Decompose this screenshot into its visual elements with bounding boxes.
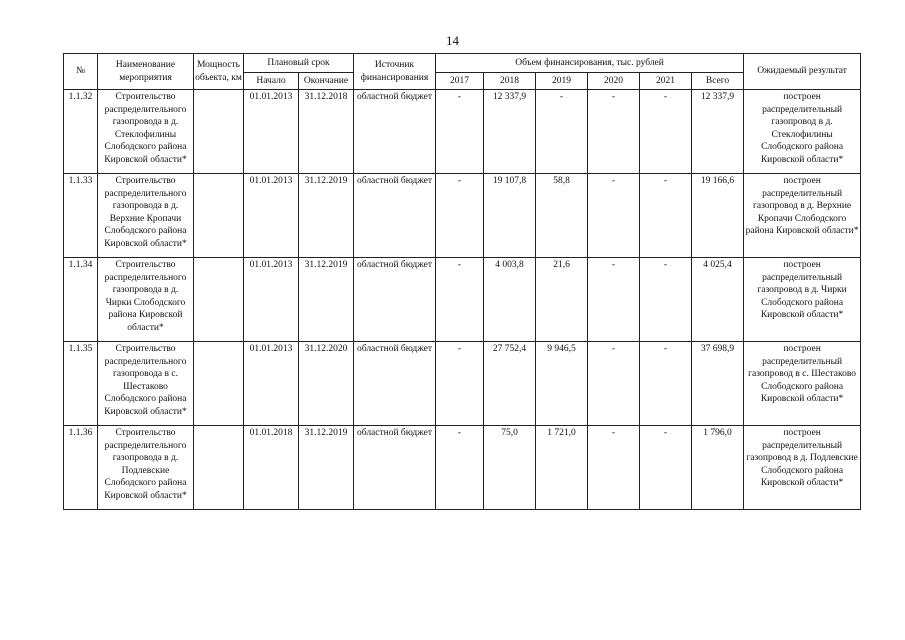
row-result: построен распределительный газопровод в д. Подлевские Слободского района Кировской области* <box>744 426 861 510</box>
table-row <box>64 258 861 342</box>
row-result: построен распределительный газопровод в д. Верхние Кропачи Слободского района Кировской области* <box>744 174 861 258</box>
row-value-2021: - <box>640 426 692 510</box>
row-value-2017: - <box>436 90 484 174</box>
header-year-2017: 2017 <box>436 73 484 90</box>
row-capacity <box>194 426 244 510</box>
row-capacity <box>194 90 244 174</box>
row-source: областной бюджет <box>354 342 436 426</box>
row-start: 01.01.2013 <box>244 258 299 342</box>
row-capacity <box>194 174 244 258</box>
row-value-2018: 12 337,9 <box>484 90 536 174</box>
header-term: Плановый срок <box>244 54 354 73</box>
row-source: областной бюджет <box>354 174 436 258</box>
row-num: 1.1.36 <box>64 426 98 510</box>
row-value-2018: 4 003,8 <box>484 258 536 342</box>
row-result: построен распределительный газопровод в с. Шестаково Слободского района Кировской области* <box>744 342 861 426</box>
row-value-2020: - <box>588 258 640 342</box>
table-row <box>64 90 861 174</box>
row-total: 4 025,4 <box>692 258 744 342</box>
table-row <box>64 174 861 258</box>
row-capacity <box>194 258 244 342</box>
row-value-2020: - <box>588 342 640 426</box>
header-year-2019: 2019 <box>536 73 588 90</box>
row-value-2019: 1 721,0 <box>536 426 588 510</box>
header-result: Ожидаемый результат <box>744 54 861 90</box>
row-value-2017: - <box>436 426 484 510</box>
header-name: Наименование мероприятия <box>98 54 194 90</box>
row-total: 37 698,9 <box>692 342 744 426</box>
row-value-2019: 9 946,5 <box>536 342 588 426</box>
row-result: построен распределительный газопровод в д. Чирки Слободского района Кировской области* <box>744 258 861 342</box>
header-total: Всего <box>692 73 744 90</box>
header-num: № <box>64 54 98 90</box>
row-num: 1.1.34 <box>64 258 98 342</box>
row-value-2019: 58,8 <box>536 174 588 258</box>
row-end: 31.12.2019 <box>299 426 354 510</box>
row-start: 01.01.2013 <box>244 90 299 174</box>
row-start: 01.01.2018 <box>244 426 299 510</box>
row-value-2021: - <box>640 90 692 174</box>
row-source: областной бюджет <box>354 90 436 174</box>
row-end: 31.12.2020 <box>299 342 354 426</box>
row-num: 1.1.35 <box>64 342 98 426</box>
row-value-2021: - <box>640 342 692 426</box>
row-start: 01.01.2013 <box>244 342 299 426</box>
header-term-end: Окончание <box>299 73 354 90</box>
table-row <box>64 342 861 426</box>
row-value-2017: - <box>436 342 484 426</box>
funding-table <box>63 53 861 510</box>
row-value-2017: - <box>436 258 484 342</box>
row-value-2020: - <box>588 174 640 258</box>
row-value-2018: 75,0 <box>484 426 536 510</box>
row-name: Строительство распределительного газопровода в д. Чирки Слободского района Кировской области* <box>98 258 194 342</box>
header-capacity: Мощность объекта, км <box>194 54 244 90</box>
header-source: Источник финансирования <box>354 54 436 90</box>
row-name: Строительство распределительного газопровода в д. Стеклофилины Слободского района Кировской области* <box>98 90 194 174</box>
row-source: областной бюджет <box>354 258 436 342</box>
row-num: 1.1.32 <box>64 90 98 174</box>
row-value-2021: - <box>640 174 692 258</box>
row-end: 31.12.2018 <box>299 90 354 174</box>
row-value-2017: - <box>436 174 484 258</box>
header-year-2018: 2018 <box>484 73 536 90</box>
row-num: 1.1.33 <box>64 174 98 258</box>
header-funding: Объем финансирования, тыс. рублей <box>436 54 744 73</box>
row-value-2018: 27 752,4 <box>484 342 536 426</box>
header-term-start: Начало <box>244 73 299 90</box>
row-result: построен распределительный газопровод в д. Стеклофилины Слободского района Кировской области* <box>744 90 861 174</box>
row-capacity <box>194 342 244 426</box>
row-value-2019: - <box>536 90 588 174</box>
row-value-2018: 19 107,8 <box>484 174 536 258</box>
row-value-2020: - <box>588 426 640 510</box>
row-total: 12 337,9 <box>692 90 744 174</box>
row-end: 31.12.2019 <box>299 174 354 258</box>
row-total: 1 796,0 <box>692 426 744 510</box>
row-name: Строительство распределительного газопровода в д. Верхние Кропачи Слободского района Кировской области* <box>98 174 194 258</box>
row-name: Строительство распределительного газопровода в с. Шестаково Слободского района Кировской области* <box>98 342 194 426</box>
row-value-2020: - <box>588 90 640 174</box>
row-end: 31.12.2019 <box>299 258 354 342</box>
row-name: Строительство распределительного газопровода в д. Подлевские Слободского района Кировской области* <box>98 426 194 510</box>
header-year-2021: 2021 <box>640 73 692 90</box>
row-source: областной бюджет <box>354 426 436 510</box>
page-number: 14 <box>446 33 459 48</box>
table-row <box>64 426 861 510</box>
row-value-2019: 21,6 <box>536 258 588 342</box>
row-start: 01.01.2013 <box>244 174 299 258</box>
header-year-2020: 2020 <box>588 73 640 90</box>
row-value-2021: - <box>640 258 692 342</box>
row-total: 19 166,6 <box>692 174 744 258</box>
